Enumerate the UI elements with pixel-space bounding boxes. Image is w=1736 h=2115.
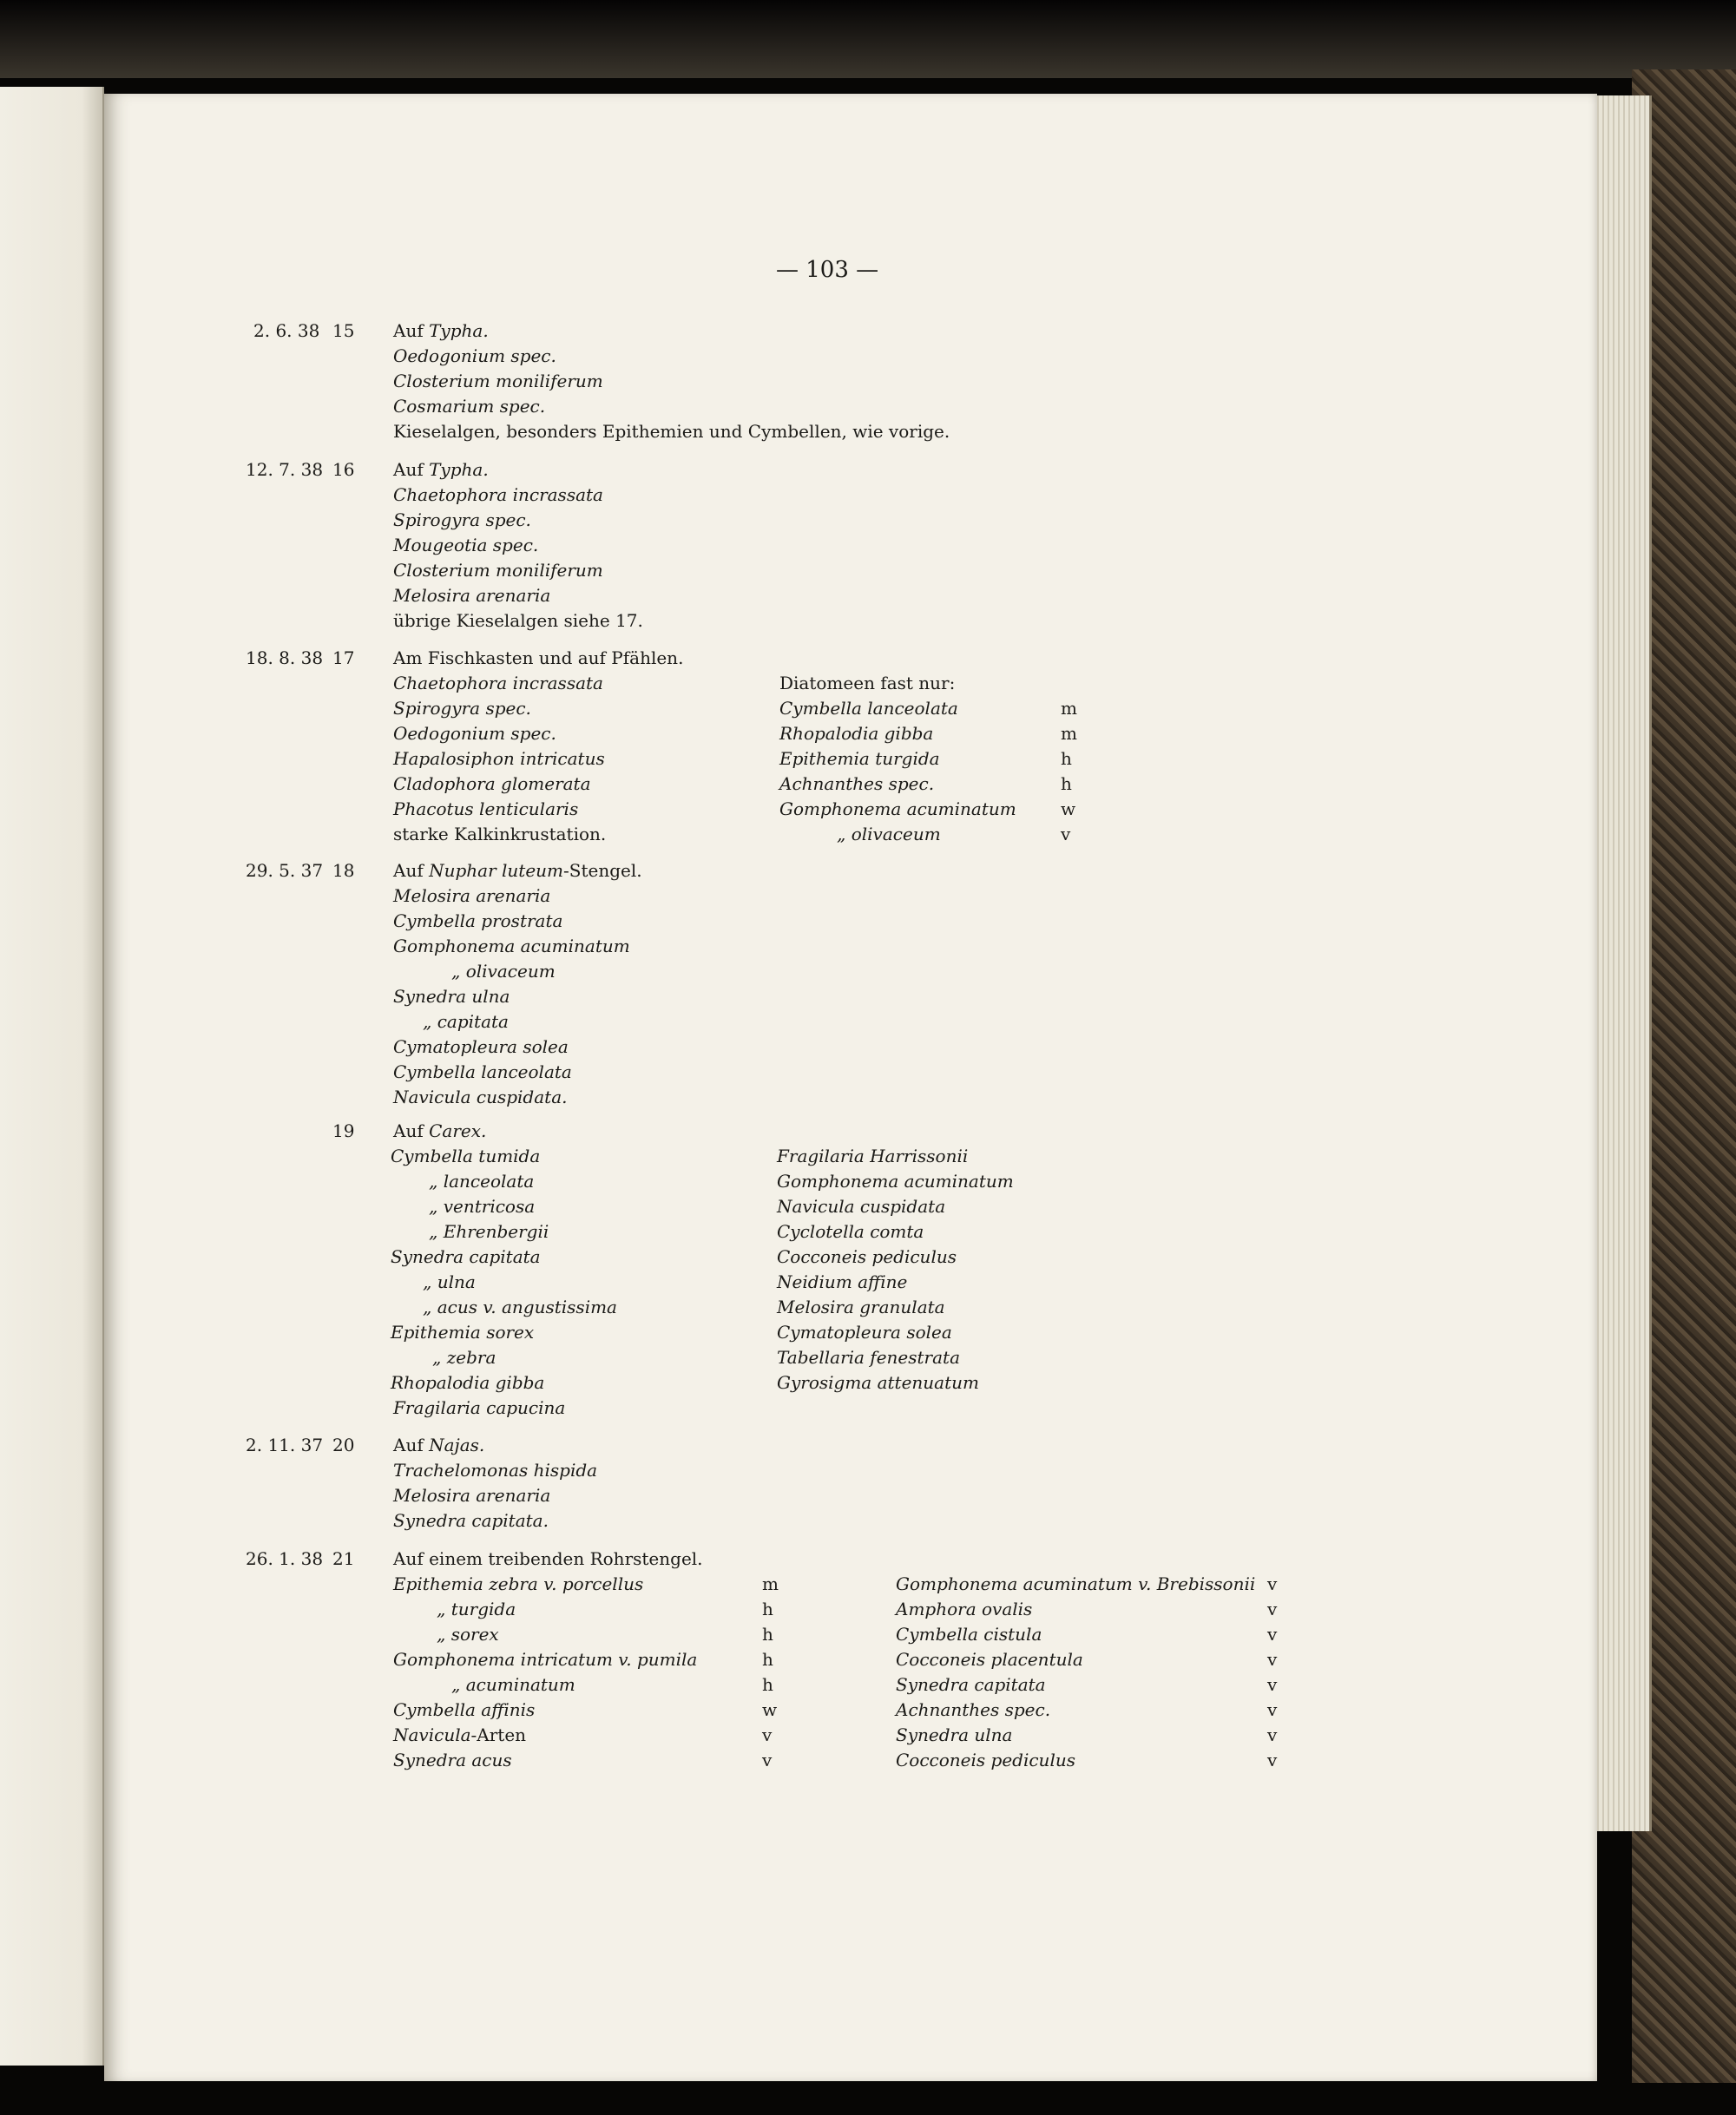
entry-20-species: Trachelomonas hispida <box>393 1460 598 1481</box>
entry-19-location: Auf Carex. <box>393 1120 487 1141</box>
entry-16-species: Spirogyra spec. <box>393 509 531 530</box>
entry-17-frequency: w <box>1061 798 1076 819</box>
entry-18-species: Cymatopleura solea <box>393 1036 569 1057</box>
entry-21-species: Cocconeis pediculus <box>896 1750 1075 1770</box>
entry-20-location: Auf Najas. <box>393 1435 485 1455</box>
entry-18-species: Melosira arenaria <box>393 885 551 906</box>
entry-19-species: Gyrosigma attenuatum <box>777 1372 979 1393</box>
entry-18-species: Cymbella prostrata <box>393 910 563 931</box>
entry-21-number: 21 <box>332 1548 355 1569</box>
entry-17-date: 18. 8. 38 <box>246 647 324 668</box>
entry-19-species: Cymatopleura solea <box>777 1322 952 1343</box>
entry-19-species: „ ventricosa <box>429 1196 536 1217</box>
entry-15-species: Cosmarium spec. <box>393 396 546 417</box>
entry-17-diatom: Rhopalodia gibba <box>779 723 934 744</box>
entry-18-species: Synedra ulna <box>393 986 510 1007</box>
book-cover-top <box>0 0 1736 78</box>
entry-20-date: 2. 11. 37 <box>246 1435 324 1455</box>
entry-21-species: Gomphonema acuminatum v. Brebissonii <box>896 1573 1256 1594</box>
entry-19-species: Rhopalodia gibba <box>391 1372 545 1393</box>
entry-17-frequency: v <box>1061 824 1071 844</box>
entry-16-species: Mougeotia spec. <box>393 535 539 555</box>
entry-19-species: Tabellaria fenestrata <box>777 1347 961 1368</box>
entry-21-frequency: v <box>1267 1724 1278 1745</box>
entry-21-species: Navicula-Arten <box>393 1724 527 1745</box>
entry-18-location: Auf Nuphar luteum-Stengel. <box>393 860 642 881</box>
entry-19-species: Epithemia sorex <box>391 1322 535 1343</box>
entry-21-frequency: m <box>762 1573 779 1594</box>
entry-21-species: Synedra capitata <box>896 1674 1046 1695</box>
entry-21-frequency: v <box>1267 1699 1278 1720</box>
entry-17-species: Oedogonium spec. <box>393 723 556 744</box>
entry-19-species: „ zebra <box>432 1347 496 1368</box>
entry-17-frequency: h <box>1061 748 1072 769</box>
entry-17-location: Am Fischkasten und auf Pfählen. <box>393 647 684 668</box>
previous-page-edge <box>0 87 104 2066</box>
entry-17-frequency: h <box>1061 773 1072 794</box>
entry-21-frequency: v <box>1267 1573 1278 1594</box>
entry-21-frequency: h <box>762 1599 773 1619</box>
entry-21-species: Synedra acus <box>393 1750 512 1770</box>
entry-18-species: Gomphonema acuminatum <box>393 936 630 956</box>
entry-15-species: Oedogonium spec. <box>393 345 556 366</box>
entry-19-species: Gomphonema acuminatum <box>777 1171 1014 1192</box>
entry-17-diatom: Gomphonema acuminatum <box>779 798 1016 819</box>
entry-17-frequency: m <box>1061 723 1077 744</box>
entry-17-species: Hapalosiphon intricatus <box>393 748 605 769</box>
entry-16-species: Chaetophora incrassata <box>393 484 603 505</box>
entry-21-species: Epithemia zebra v. porcellus <box>393 1573 644 1594</box>
entry-18-number: 18 <box>332 860 355 881</box>
entry-21-species: „ acuminatum <box>451 1674 575 1695</box>
entry-19-species: Melosira granulata <box>777 1297 945 1317</box>
entry-21-frequency: h <box>762 1649 773 1670</box>
entry-17-diatom: Cymbella lanceolata <box>779 698 958 719</box>
entry-18-species: Cymbella lanceolata <box>393 1061 572 1082</box>
entry-17-diatom-header: Diatomeen fast nur: <box>779 673 956 693</box>
entry-19-species: „ acus v. angustissima <box>423 1297 617 1317</box>
entry-15-number: 15 <box>332 320 355 341</box>
entry-20-species: Synedra capitata. <box>393 1510 549 1531</box>
entry-21-species: Cocconeis placentula <box>896 1649 1083 1670</box>
entry-21-species: „ turgida <box>437 1599 516 1619</box>
entry-16-species: Closterium moniliferum <box>393 560 603 581</box>
entry-21-frequency: w <box>762 1699 778 1720</box>
entry-17-diatom: Achnanthes spec. <box>779 773 935 794</box>
entry-21-species: Amphora ovalis <box>896 1599 1033 1619</box>
entry-17-note: starke Kalkinkrustation. <box>393 824 607 844</box>
entry-21-species: Cymbella affinis <box>393 1699 536 1720</box>
entry-17-diatom: Epithemia turgida <box>779 748 940 769</box>
entry-21-frequency: h <box>762 1674 773 1695</box>
entry-19-species: Fragilaria Harrissonii <box>777 1146 969 1166</box>
entry-16-note: übrige Kieselalgen siehe 17. <box>393 610 643 631</box>
entry-18-species: Navicula cuspidata. <box>393 1087 568 1107</box>
entry-17-species: Spirogyra spec. <box>393 698 531 719</box>
entry-19-species: „ ulna <box>423 1271 476 1292</box>
entry-21-frequency: v <box>1267 1624 1278 1645</box>
entry-21-frequency: v <box>762 1724 773 1745</box>
entry-17-diatom: „ olivaceum <box>837 824 941 844</box>
entry-17-number: 17 <box>332 647 355 668</box>
entry-21-species: Gomphonema intricatum v. pumila <box>393 1649 698 1670</box>
entry-19-species: Cocconeis pediculus <box>777 1246 957 1267</box>
entry-17-species: Chaetophora incrassata <box>393 673 603 693</box>
entry-18-species: „ capitata <box>423 1011 509 1032</box>
page-stack-edge <box>1588 95 1652 1831</box>
document-page <box>104 94 1597 2081</box>
entry-15-note: Kieselalgen, besonders Epithemien und Cymbellen, wie vorige. <box>393 421 950 442</box>
entry-20-number: 20 <box>332 1435 355 1455</box>
entry-17-species: Phacotus lenticularis <box>393 798 579 819</box>
entry-21-date: 26. 1. 38 <box>246 1548 324 1569</box>
entry-16-number: 16 <box>332 459 355 480</box>
entry-19-species: Cyclotella comta <box>777 1221 924 1242</box>
entry-15-species: Closterium moniliferum <box>393 371 603 391</box>
entry-21-frequency: v <box>1267 1649 1278 1670</box>
entry-21-species: Achnanthes spec. <box>896 1699 1051 1720</box>
page-number: — 103 — <box>776 257 879 283</box>
entry-19-number: 19 <box>332 1120 355 1141</box>
entry-19-species: „ Ehrenbergii <box>429 1221 549 1242</box>
entry-16-date: 12. 7. 38 <box>246 459 324 480</box>
entry-19-species: Synedra capitata <box>391 1246 541 1267</box>
entry-15-date: 2. 6. 38 <box>253 320 320 341</box>
entry-21-species: Cymbella cistula <box>896 1624 1042 1645</box>
entry-21-frequency: v <box>1267 1674 1278 1695</box>
entry-21-frequency: v <box>1267 1599 1278 1619</box>
entry-18-date: 29. 5. 37 <box>246 860 324 881</box>
entry-21-species: Synedra ulna <box>896 1724 1013 1745</box>
entry-21-frequency: v <box>1267 1750 1278 1770</box>
entry-19-species: Fragilaria capucina <box>393 1397 566 1418</box>
entry-16-location: Auf Typha. <box>393 459 489 480</box>
entry-17-species: Cladophora glomerata <box>393 773 591 794</box>
entry-21-frequency: v <box>762 1750 773 1770</box>
entry-15-location: Auf Typha. <box>393 320 489 341</box>
entry-21-frequency: h <box>762 1624 773 1645</box>
entry-17-frequency: m <box>1061 698 1077 719</box>
entry-21-location: Auf einem treibenden Rohrstengel. <box>393 1548 703 1569</box>
entry-20-species: Melosira arenaria <box>393 1485 551 1506</box>
entry-18-species: „ olivaceum <box>451 961 556 982</box>
entry-19-species: Neidium affine <box>777 1271 908 1292</box>
entry-19-species: „ lanceolata <box>429 1171 535 1192</box>
entry-19-species: Cymbella tumida <box>391 1146 541 1166</box>
entry-19-species: Navicula cuspidata <box>777 1196 946 1217</box>
entry-21-species: „ sorex <box>437 1624 499 1645</box>
entry-16-species: Melosira arenaria <box>393 585 551 606</box>
